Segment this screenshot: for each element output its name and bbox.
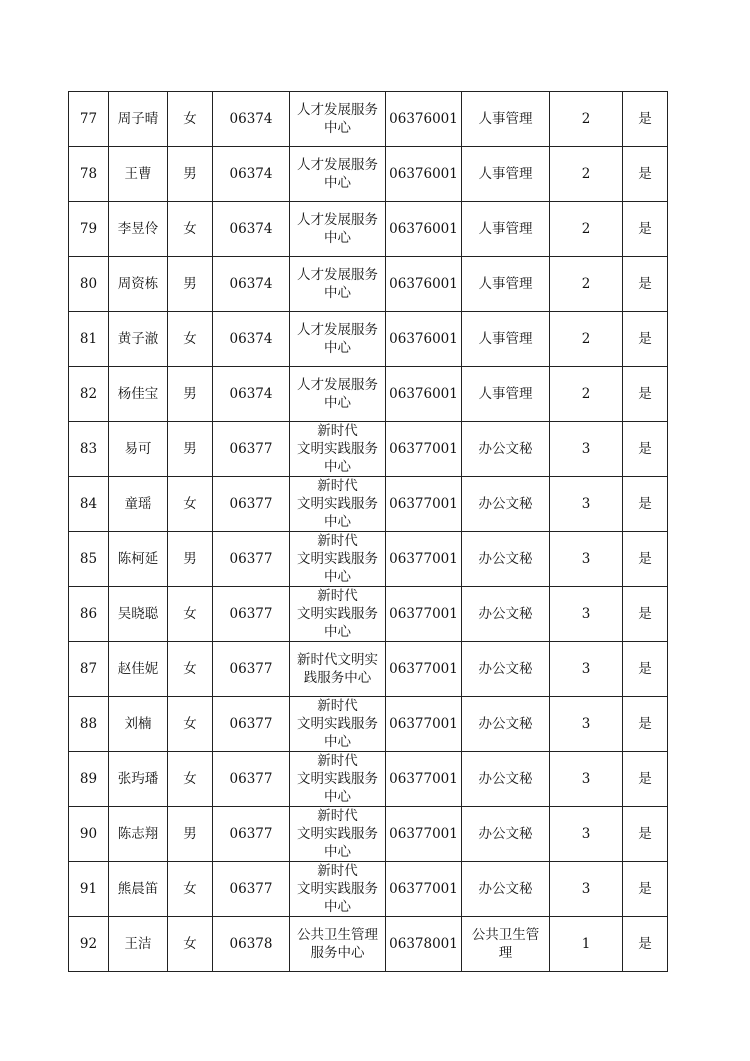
hiring-count: 2 <box>550 202 623 257</box>
qualified-cell: 是 <box>623 367 668 422</box>
hiring-count: 2 <box>550 367 623 422</box>
post-name <box>462 642 550 697</box>
post-code: 06376001 <box>386 367 462 422</box>
unit-name <box>290 752 386 807</box>
unit-name-line: 文明实践服务 <box>297 716 378 732</box>
hiring-count: 3 <box>550 477 623 532</box>
unit-code: 06377 <box>213 477 290 532</box>
hiring-count: 1 <box>550 917 623 972</box>
unit-name <box>290 367 386 422</box>
person-name: 赵佳妮 <box>109 642 168 697</box>
row-number: 87 <box>69 642 109 697</box>
unit-name-line: 中心 <box>324 514 351 530</box>
unit-code: 06377 <box>213 752 290 807</box>
hiring-count: 3 <box>550 532 623 587</box>
post-code: 06376001 <box>386 92 462 147</box>
unit-name <box>290 807 386 862</box>
unit-code: 06374 <box>213 312 290 367</box>
hiring-count: 2 <box>550 147 623 202</box>
post-code: 06376001 <box>386 312 462 367</box>
unit-name <box>290 92 386 147</box>
unit-name-line: 文明实践服务 <box>297 826 378 842</box>
unit-code: 06374 <box>213 147 290 202</box>
post-name <box>462 862 550 917</box>
row-number: 86 <box>69 587 109 642</box>
qualified-cell: 是 <box>623 312 668 367</box>
post-code: 06376001 <box>386 147 462 202</box>
unit-code: 06377 <box>213 862 290 917</box>
unit-name-line: 人才发展服务 <box>297 377 378 393</box>
unit-name-line: 中心 <box>324 789 351 805</box>
unit-name-line: 新时代 <box>317 753 358 769</box>
table-row <box>69 752 668 807</box>
table-row <box>69 807 668 862</box>
post-name-line: 办公文秘 <box>478 496 533 512</box>
post-code: 06377001 <box>386 807 462 862</box>
person-name: 张玙璠 <box>109 752 168 807</box>
unit-name-line: 新时代 <box>317 808 358 824</box>
unit-code: 06377 <box>213 642 290 697</box>
unit-name-line: 新时代文明实 <box>297 652 378 668</box>
qualified-cell: 是 <box>623 587 668 642</box>
hiring-count: 3 <box>550 422 623 477</box>
unit-name <box>290 697 386 752</box>
row-number: 91 <box>69 862 109 917</box>
gender-cell: 男 <box>168 147 213 202</box>
unit-name-line: 服务中心 <box>310 945 365 961</box>
unit-name <box>290 532 386 587</box>
post-name-line: 办公文秘 <box>478 606 533 622</box>
gender-cell: 女 <box>168 477 213 532</box>
post-code: 06377001 <box>386 422 462 477</box>
person-name: 熊晨笛 <box>109 862 168 917</box>
unit-code: 06377 <box>213 422 290 477</box>
post-name <box>462 697 550 752</box>
table-row <box>69 532 668 587</box>
gender-cell: 女 <box>168 587 213 642</box>
person-name: 易可 <box>109 422 168 477</box>
post-name-line: 办公文秘 <box>478 551 533 567</box>
table-row <box>69 422 668 477</box>
row-number: 79 <box>69 202 109 257</box>
row-number: 80 <box>69 257 109 312</box>
unit-name-line: 中心 <box>324 120 351 136</box>
unit-name-line: 人才发展服务 <box>297 212 378 228</box>
hiring-count: 2 <box>550 312 623 367</box>
unit-name-line: 新时代 <box>317 478 358 494</box>
unit-name-line: 人才发展服务 <box>297 102 378 118</box>
table-row <box>69 587 668 642</box>
table-row <box>69 477 668 532</box>
unit-name <box>290 202 386 257</box>
unit-name-line: 文明实践服务 <box>297 551 378 567</box>
table-row <box>69 642 668 697</box>
hiring-count: 3 <box>550 587 623 642</box>
post-name-line: 办公文秘 <box>478 441 533 457</box>
gender-cell: 男 <box>168 532 213 587</box>
qualified-cell: 是 <box>623 257 668 312</box>
hiring-count: 3 <box>550 697 623 752</box>
post-name <box>462 257 550 312</box>
post-name-line: 办公文秘 <box>478 826 533 842</box>
post-name-line: 人事管理 <box>478 111 533 127</box>
person-name: 李昱伶 <box>109 202 168 257</box>
unit-name <box>290 312 386 367</box>
unit-code: 06378 <box>213 917 290 972</box>
unit-name-line: 中心 <box>324 395 351 411</box>
unit-name-line: 新时代 <box>317 423 358 439</box>
post-code: 06377001 <box>386 752 462 807</box>
gender-cell: 女 <box>168 917 213 972</box>
unit-code: 06374 <box>213 202 290 257</box>
post-name-line: 人事管理 <box>478 276 533 292</box>
post-name <box>462 752 550 807</box>
table-row <box>69 257 668 312</box>
table-row <box>69 697 668 752</box>
qualified-cell: 是 <box>623 807 668 862</box>
person-name: 刘楠 <box>109 697 168 752</box>
unit-name <box>290 587 386 642</box>
person-name: 周子晴 <box>109 92 168 147</box>
row-number: 77 <box>69 92 109 147</box>
table-row <box>69 862 668 917</box>
hiring-count: 3 <box>550 807 623 862</box>
gender-cell: 男 <box>168 422 213 477</box>
gender-cell: 女 <box>168 202 213 257</box>
unit-name-line: 文明实践服务 <box>297 771 378 787</box>
post-code: 06377001 <box>386 587 462 642</box>
unit-name <box>290 422 386 477</box>
unit-name <box>290 862 386 917</box>
post-name-line: 办公文秘 <box>478 881 533 897</box>
post-code: 06377001 <box>386 532 462 587</box>
unit-name-line: 中心 <box>324 844 351 860</box>
unit-name-line: 文明实践服务 <box>297 441 378 457</box>
gender-cell: 男 <box>168 807 213 862</box>
post-code: 06377001 <box>386 477 462 532</box>
table-row <box>69 312 668 367</box>
post-name-line: 人事管理 <box>478 221 533 237</box>
row-number: 92 <box>69 917 109 972</box>
post-name <box>462 202 550 257</box>
unit-name-line: 文明实践服务 <box>297 606 378 622</box>
person-name: 陈志翔 <box>109 807 168 862</box>
unit-name-line: 文明实践服务 <box>297 496 378 512</box>
gender-cell: 女 <box>168 697 213 752</box>
hiring-count: 3 <box>550 752 623 807</box>
unit-name-line: 文明实践服务 <box>297 881 378 897</box>
unit-name-line: 中心 <box>324 569 351 585</box>
row-number: 84 <box>69 477 109 532</box>
post-name-line: 人事管理 <box>478 331 533 347</box>
unit-code: 06377 <box>213 587 290 642</box>
qualified-cell: 是 <box>623 422 668 477</box>
unit-name-line: 公共卫生管理 <box>297 927 378 943</box>
gender-cell: 男 <box>168 367 213 422</box>
person-name: 杨佳宝 <box>109 367 168 422</box>
unit-name-line: 中心 <box>324 175 351 191</box>
unit-name <box>290 917 386 972</box>
post-code: 06377001 <box>386 862 462 917</box>
person-name: 童瑶 <box>109 477 168 532</box>
post-code: 06377001 <box>386 642 462 697</box>
gender-cell: 女 <box>168 862 213 917</box>
unit-name <box>290 477 386 532</box>
post-name <box>462 532 550 587</box>
unit-code: 06377 <box>213 697 290 752</box>
gender-cell: 女 <box>168 752 213 807</box>
post-name-line: 人事管理 <box>478 166 533 182</box>
unit-name-line: 新时代 <box>317 533 358 549</box>
unit-name <box>290 257 386 312</box>
unit-name-line: 中心 <box>324 624 351 640</box>
table-row <box>69 202 668 257</box>
person-name: 王洁 <box>109 917 168 972</box>
post-name-line: 理 <box>498 945 513 961</box>
post-name-line: 办公文秘 <box>478 771 533 787</box>
table-row <box>69 367 668 422</box>
row-number: 82 <box>69 367 109 422</box>
person-name: 吴晓聪 <box>109 587 168 642</box>
unit-name-line: 践服务中心 <box>303 670 372 686</box>
qualified-cell: 是 <box>623 202 668 257</box>
hiring-count: 2 <box>550 92 623 147</box>
post-name <box>462 477 550 532</box>
unit-code: 06374 <box>213 367 290 422</box>
post-name <box>462 312 550 367</box>
post-code: 06376001 <box>386 202 462 257</box>
unit-code: 06377 <box>213 807 290 862</box>
unit-name-line: 人才发展服务 <box>297 267 378 283</box>
unit-name-line: 新时代 <box>317 698 358 714</box>
post-name <box>462 807 550 862</box>
unit-name-line: 中心 <box>324 285 351 301</box>
qualified-cell: 是 <box>623 477 668 532</box>
hiring-count: 3 <box>550 642 623 697</box>
hiring-count: 2 <box>550 257 623 312</box>
row-number: 78 <box>69 147 109 202</box>
post-name <box>462 587 550 642</box>
qualified-cell: 是 <box>623 917 668 972</box>
row-number: 90 <box>69 807 109 862</box>
person-name: 王曹 <box>109 147 168 202</box>
post-name <box>462 92 550 147</box>
unit-name-line: 中心 <box>324 230 351 246</box>
table-row <box>69 917 668 972</box>
roster-table <box>68 91 668 972</box>
gender-cell: 女 <box>168 312 213 367</box>
unit-name-line: 中心 <box>324 899 351 915</box>
qualified-cell: 是 <box>623 697 668 752</box>
post-name-line: 人事管理 <box>478 386 533 402</box>
post-name <box>462 367 550 422</box>
person-name: 陈柯延 <box>109 532 168 587</box>
unit-name-line: 新时代 <box>317 863 358 879</box>
qualified-cell: 是 <box>623 862 668 917</box>
post-name <box>462 422 550 477</box>
unit-code: 06374 <box>213 92 290 147</box>
row-number: 89 <box>69 752 109 807</box>
unit-name-line: 中心 <box>324 734 351 750</box>
unit-name <box>290 642 386 697</box>
qualified-cell: 是 <box>623 147 668 202</box>
qualified-cell: 是 <box>623 752 668 807</box>
hiring-count: 3 <box>550 862 623 917</box>
post-name <box>462 147 550 202</box>
row-number: 81 <box>69 312 109 367</box>
qualified-cell: 是 <box>623 642 668 697</box>
person-name: 周资栋 <box>109 257 168 312</box>
row-number: 85 <box>69 532 109 587</box>
post-code: 06376001 <box>386 257 462 312</box>
post-name <box>462 917 550 972</box>
row-number: 83 <box>69 422 109 477</box>
post-name-line: 办公文秘 <box>478 661 533 677</box>
person-name: 黄子澈 <box>109 312 168 367</box>
unit-name-line: 中心 <box>324 459 351 475</box>
post-code: 06377001 <box>386 697 462 752</box>
row-number: 88 <box>69 697 109 752</box>
unit-code: 06377 <box>213 532 290 587</box>
unit-code: 06374 <box>213 257 290 312</box>
unit-name-line: 人才发展服务 <box>297 157 378 173</box>
post-name-line: 公共卫生管 <box>471 927 540 943</box>
gender-cell: 男 <box>168 257 213 312</box>
qualified-cell: 是 <box>623 92 668 147</box>
table-row <box>69 147 668 202</box>
table-body <box>69 92 668 972</box>
gender-cell: 女 <box>168 642 213 697</box>
gender-cell: 女 <box>168 92 213 147</box>
table-row <box>69 92 668 147</box>
post-code: 06378001 <box>386 917 462 972</box>
unit-name-line: 中心 <box>324 340 351 356</box>
post-name-line: 办公文秘 <box>478 716 533 732</box>
unit-name-line: 新时代 <box>317 588 358 604</box>
unit-name <box>290 147 386 202</box>
qualified-cell: 是 <box>623 532 668 587</box>
unit-name-line: 人才发展服务 <box>297 322 378 338</box>
